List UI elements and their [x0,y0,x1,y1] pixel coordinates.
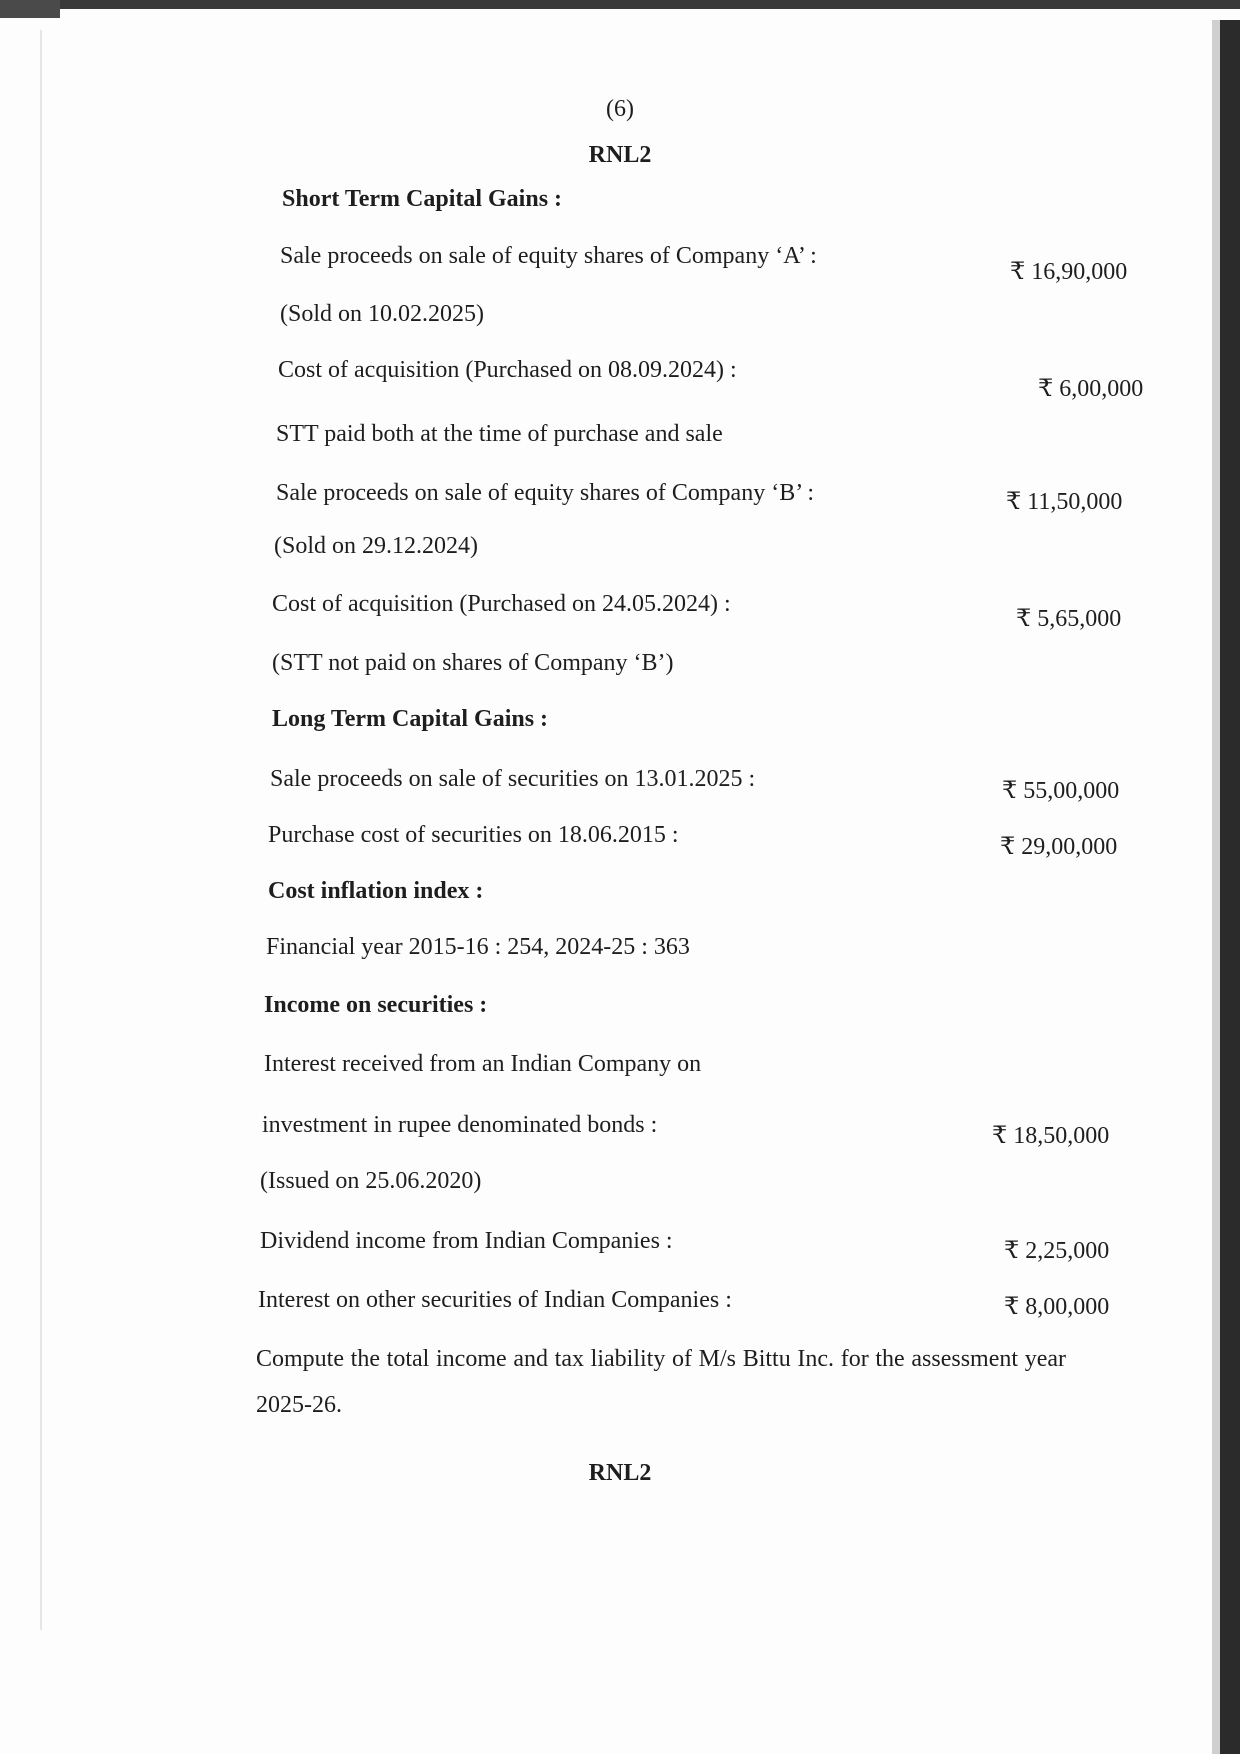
ltcg-purchase-label: Purchase cost of securities on 18.06.2015 : [268,822,679,848]
securities-dividend-amount: ₹ 2,25,000 [1004,1238,1110,1264]
scan-left-fold [40,30,42,1630]
securities-interest-amount: ₹ 18,50,000 [992,1123,1110,1149]
cii-heading: Cost inflation index : [268,878,484,904]
cii-text: Financial year 2015-16 : 254, 2024-25 : 363 [266,934,690,960]
stcg-b-sale-label: Sale proceeds on sale of equity shares of Company ‘B’ : [276,480,815,506]
scan-right-shadow [1212,20,1220,1754]
stcg-a-sold-on: (Sold on 10.02.2025) [280,301,484,327]
stcg-a-sale-label: Sale proceeds on sale of equity shares of Company ‘A’ : [280,243,817,269]
stcg-b-cost-amount: ₹ 5,65,000 [1016,606,1122,632]
securities-dividend-label: Dividend income from Indian Companies : [260,1228,673,1254]
securities-heading: Income on securities : [264,992,488,1018]
page-number: (6) [606,96,634,122]
securities-other-label: Interest on other securities of Indian Companies : [258,1287,732,1313]
paper-code-top: RNL2 [588,142,652,168]
scan-right-edge [1220,20,1240,1754]
question-text: Compute the total income and tax liability of M/s Bittu Inc. for the assessment year 2025-26. [256,1346,1066,1418]
securities-other-amount: ₹ 8,00,000 [1004,1294,1110,1320]
securities-issued-on: (Issued on 25.06.2020) [260,1168,482,1194]
ltcg-sale-label: Sale proceeds on sale of securities on 13.01.2025 : [270,766,756,792]
stcg-a-stt: STT paid both at the time of purchase and sale [276,421,723,447]
stcg-heading: Short Term Capital Gains : [282,186,563,212]
securities-interest-line2: investment in rupee denominated bonds : [262,1112,658,1138]
paper-code-bottom: RNL2 [588,1460,652,1486]
ltcg-heading: Long Term Capital Gains : [272,706,549,732]
stcg-a-cost-amount: ₹ 6,00,000 [1038,376,1144,402]
ltcg-purchase-amount: ₹ 29,00,000 [1000,834,1118,860]
scan-top-edge [0,0,1240,9]
stcg-a-sale-amount: ₹ 16,90,000 [1010,259,1128,285]
stcg-b-cost-label: Cost of acquisition (Purchased on 24.05.2024) : [272,591,731,617]
ltcg-sale-amount: ₹ 55,00,000 [1002,778,1120,804]
securities-interest-line1: Interest received from an Indian Company on [264,1051,702,1077]
stcg-b-stt: (STT not paid on shares of Company ‘B’) [272,650,674,676]
stcg-b-sold-on: (Sold on 29.12.2024) [274,533,478,559]
scan-corner-edge [0,0,60,18]
stcg-b-sale-amount: ₹ 11,50,000 [1006,489,1123,515]
stcg-a-cost-label: Cost of acquisition (Purchased on 08.09.2024) : [278,357,737,383]
